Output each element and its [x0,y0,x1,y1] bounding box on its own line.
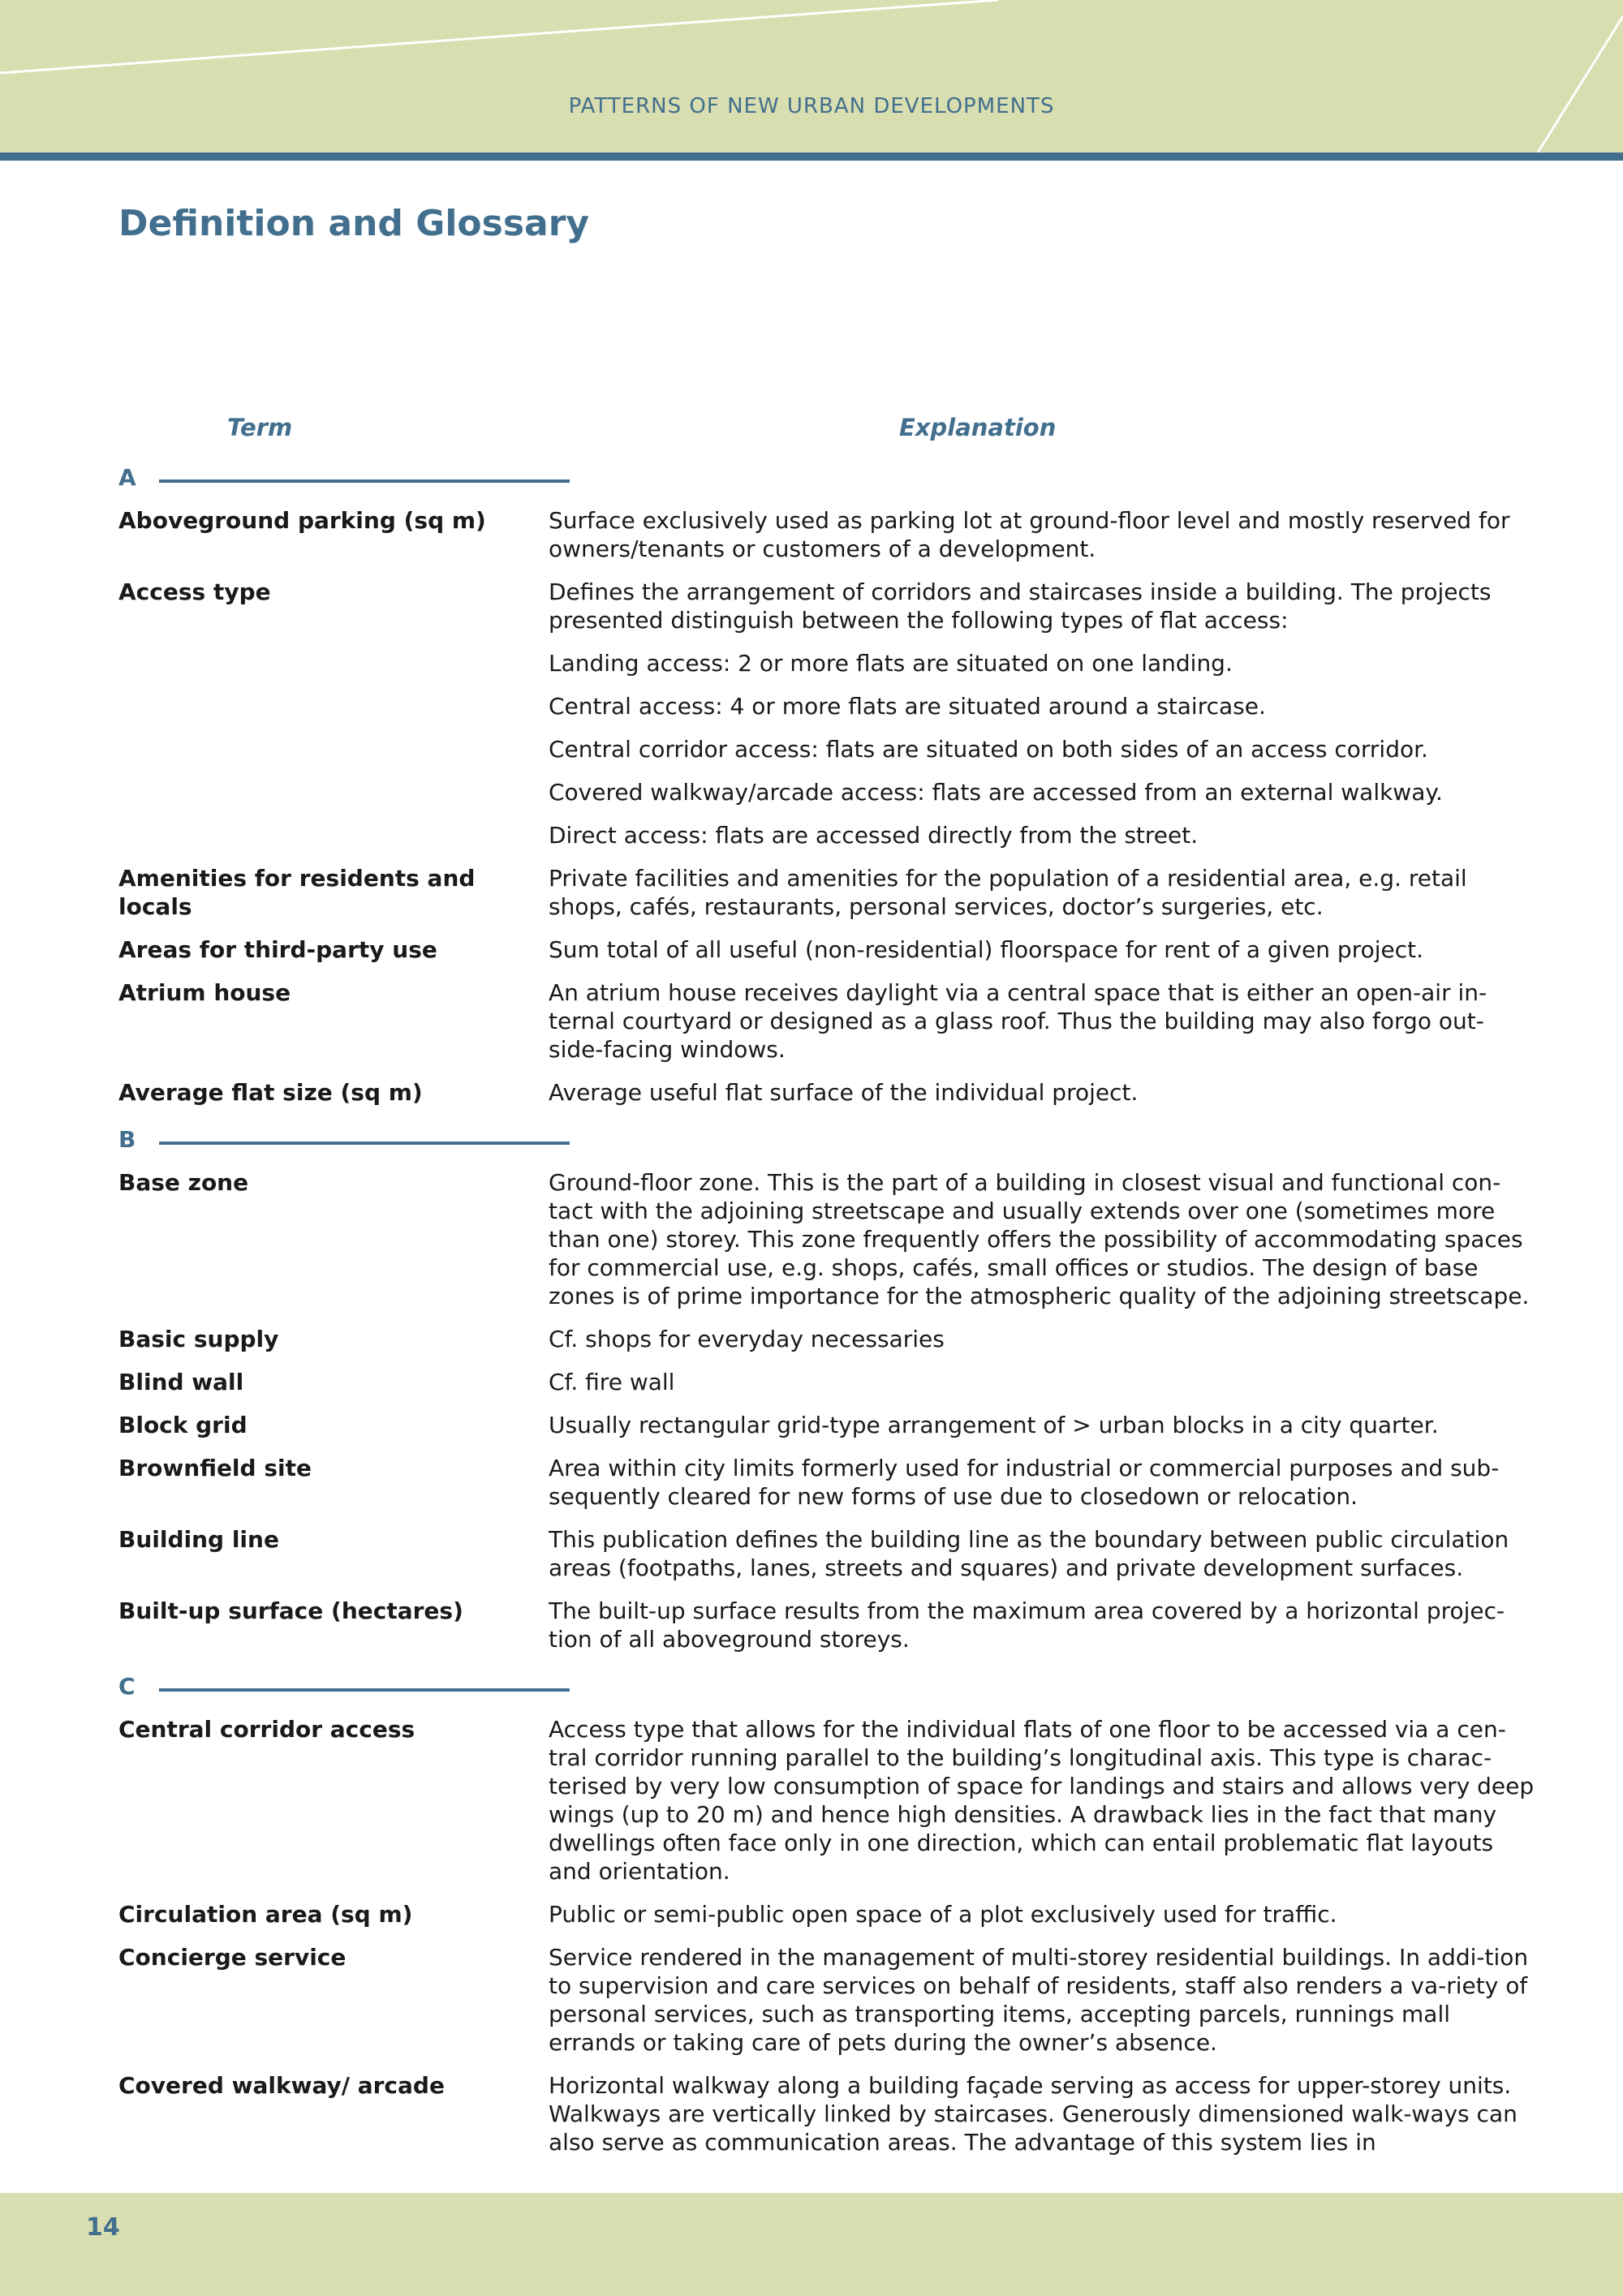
glossary-term: Block grid [118,1412,248,1438]
explanation-paragraph: Access type that allows for the individual flats of one floor to be accessed via a cen-tral corridor running parallel to the building’s longitudinal axis. This type is charac-terised by very low consumption of space for landings and stairs and allows very deep wings (up to 20 m) and hence high densities. A drawback lies in the fact that many dwellings often face only in one direction, which can entail problematic flat layouts and orientation. [549,1716,1535,1885]
glossary-term: Base zone [118,1169,249,1196]
explanation-paragraph: Usually rectangular grid-type arrangement of > urban blocks in a city quarter. [549,1412,1439,1438]
header-divider [0,153,1623,161]
explanation-paragraph: Public or semi-public open space of a plot exclusively used for traffic. [549,1901,1337,1928]
glossary-explanation [549,1078,1539,1107]
glossary-entry [118,506,1539,563]
glossary-explanation [549,578,1539,849]
column-header-term: Term [227,414,293,441]
explanation-paragraph: The built-up surface results from the maximum area covered by a horizontal projec-tion of all aboveground storeys. [549,1597,1505,1653]
page-number: 14 [86,2213,120,2242]
section-divider [159,1142,570,1145]
glossary-term: Circulation area (sq m) [118,1901,413,1928]
explanation-paragraph: Defines the arrangement of corridors and staircases inside a building. The projects presented distinguish between the following types of flat access: [549,578,1492,634]
glossary-explanation [549,1454,1539,1511]
running-header-title: PATTERNS OF NEW URBAN DEVELOPMENTS [568,94,1055,118]
glossary-term: Covered walkway/ arcade [118,2072,445,2099]
glossary-explanation [549,1900,1539,1928]
explanation-paragraph: Average useful flat surface of the individual project. [549,1079,1139,1106]
page-title: Definition and Glossary [118,203,590,244]
glossary-entry [118,935,1539,964]
explanation-paragraph: Surface exclusively used as parking lot at ground-floor level and mostly reserved for owners/tenants or customers of a development. [549,507,1510,562]
glossary-entry [118,1454,1539,1511]
glossary-term: Concierge service [118,1944,347,1971]
page-footer [0,2193,1623,2296]
explanation-paragraph: Area within city limits formerly used for industrial or commercial purposes and sub-sequently cleared for new forms of use due to closedown or relocation. [549,1455,1500,1510]
glossary-term: Areas for third-party use [118,936,437,963]
glossary-entry [118,1715,1539,1885]
section-letter: A [118,463,136,491]
glossary-explanation [549,1368,1539,1396]
glossary-term: Basic supply [118,1326,279,1352]
explanation-paragraph: Sum total of all useful (non-residential) floorspace for rent of a given project. [549,936,1423,963]
explanation-paragraph: Cf. shops for everyday necessaries [549,1326,945,1352]
glossary-explanation [549,1168,1539,1310]
section-divider [159,479,570,483]
glossary-term: Brownfield site [118,1455,312,1481]
glossary-explanation [549,935,1539,964]
glossary-entry [118,1325,1539,1353]
glossary-term: Average flat size (sq m) [118,1079,423,1106]
explanation-paragraph: Ground-floor zone. This is the part of a building in closest visual and functional con-tact with the adjoining streetscape and usually extends over one (sometimes more than one) storey. This zone frequently offers the possibility of accommodating spaces for commercial use, e.g. shops, cafés, small offices or studios. The design of base zones is of prime importance for the atmospheric quality of the adjoining streetscape. [549,1169,1530,1309]
section-letter: C [118,1672,136,1700]
glossary-explanation [549,864,1539,921]
column-header-explanation: Explanation [899,414,1057,441]
explanation-paragraph: Service rendered in the management of multi-storey residential buildings. In addi-tion to supervision and care services on behalf of residents, staff also renders a va-riety of personal services, such as transporting items, accepting parcels, runnings mall errands or taking care of pets during the owner’s absence. [549,1944,1529,2056]
glossary-entry [118,1525,1539,1582]
section-letter-row [118,1121,1539,1157]
explanation-paragraph: Central access: 4 or more flats are situated around a staircase. [549,693,1266,720]
explanation-paragraph: Private facilities and amenities for the population of a residential area, e.g. retail shops, cafés, restaurants, personal services, doctor’s surgeries, etc. [549,865,1467,920]
section-divider [159,1688,570,1692]
glossary-explanation [549,506,1539,563]
header-decoration [0,0,1623,153]
explanation-paragraph: Covered walkway/arcade access: flats are accessed from an external walkway. [549,779,1443,806]
glossary-explanation [549,1597,1539,1653]
glossary-entry [118,1943,1539,2057]
glossary-term: Central corridor access [118,1716,415,1743]
glossary-term: Building line [118,1526,279,1553]
section-letter-row [118,459,1539,495]
glossary-entry [118,1900,1539,1928]
explanation-paragraph: Landing access: 2 or more flats are situated on one landing. [549,650,1233,677]
glossary-entry [118,1597,1539,1653]
glossary-entry [118,1168,1539,1310]
glossary-term: Access type [118,578,271,605]
explanation-paragraph: Horizontal walkway along a building façade serving as access for upper-storey units. Walkways are vertically linked by staircases. Generously dimensioned walk-ways can also serve as communication areas. The advantage of this system lies in [549,2072,1518,2156]
explanation-paragraph: An atrium house receives daylight via a central space that is either an open-air in-ternal courtyard or designed as a glass roof. Thus the building may also forgo out-side-facing windows. [549,979,1487,1063]
glossary-entry [118,864,1539,921]
section-letter-row [118,1668,1539,1704]
glossary-term: Amenities for residents and locals [118,865,476,920]
glossary-term: Built-up surface (hectares) [118,1597,463,1624]
page-header [0,0,1623,153]
explanation-paragraph: Central corridor access: flats are situated on both sides of an access corridor. [549,736,1428,763]
glossary-explanation [549,1525,1539,1582]
glossary-entry [118,978,1539,1064]
glossary-entry [118,578,1539,849]
glossary-term: Atrium house [118,979,291,1006]
explanation-paragraph: Cf. fire wall [549,1369,675,1395]
glossary-entry [118,1411,1539,1439]
glossary-list [118,454,1539,2171]
glossary-term: Aboveground parking (sq m) [118,507,486,534]
explanation-paragraph: This publication defines the building line as the boundary between public circulation areas (footpaths, lanes, streets and squares) and private development surfaces. [549,1526,1509,1581]
glossary-explanation [549,1411,1539,1439]
glossary-explanation [549,1943,1539,2057]
glossary-explanation [549,1325,1539,1353]
glossary-entry [118,1078,1539,1107]
glossary-entry [118,1368,1539,1396]
explanation-paragraph: Direct access: flats are accessed directly from the street. [549,822,1199,849]
glossary-explanation [549,978,1539,1064]
glossary-explanation [549,1715,1539,1885]
glossary-explanation [549,2071,1539,2156]
section-letter: B [118,1125,136,1153]
glossary-entry [118,2071,1539,2156]
glossary-term: Blind wall [118,1369,244,1395]
